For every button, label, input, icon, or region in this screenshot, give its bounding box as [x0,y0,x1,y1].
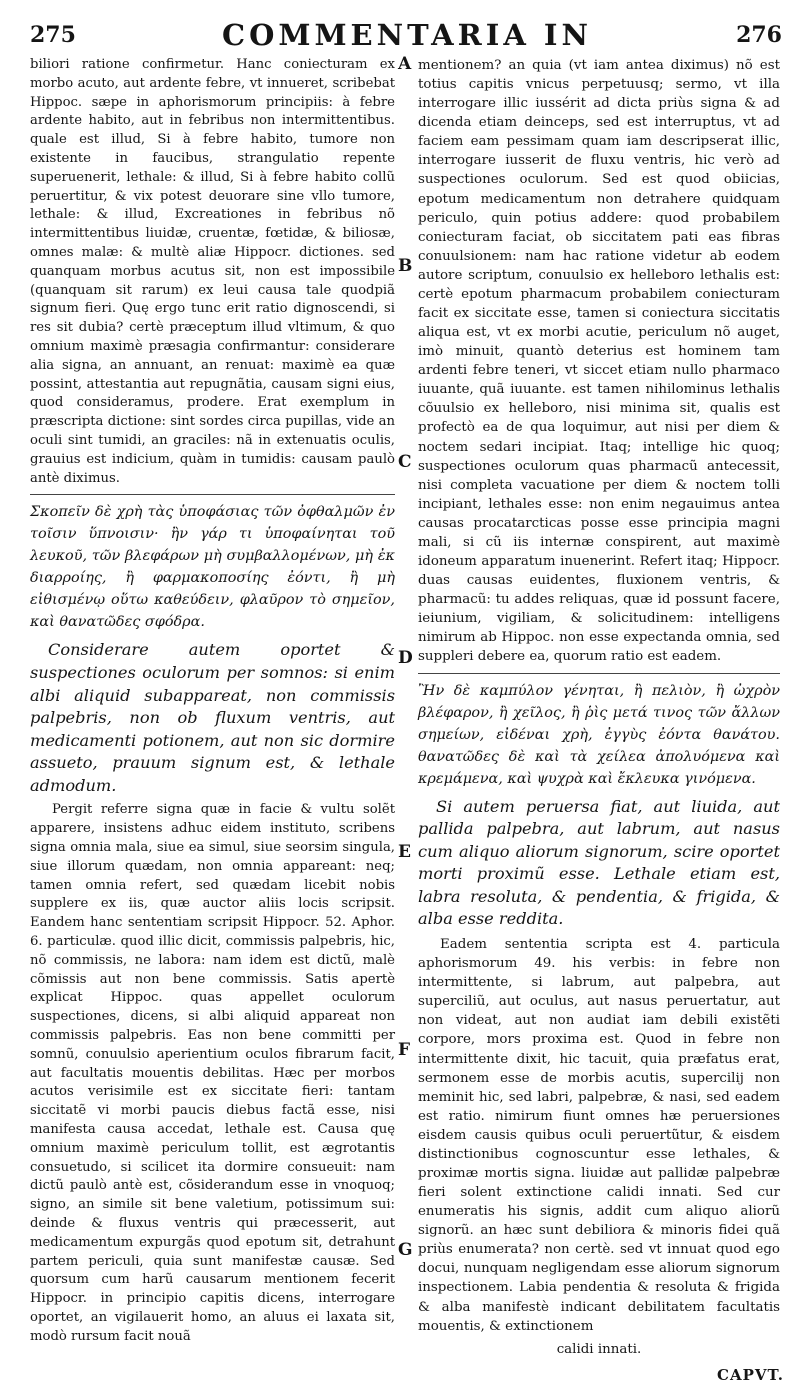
latin-translation: Si autem peruersa fiat, aut liuida, aut pallida palpebra, aut labrum, aut nasus cum aliquo aliorum signorum, scire oportet morti proximũ esse. Lethale etiam est, labra resoluta, & pendentia, & frigida, & alba esse reddita. [418,796,780,929]
margin-letter-g: G [398,1240,413,1260]
page-number-right: 276 [736,22,782,48]
page-number-left: 275 [30,22,76,48]
commentary-paragraph: biliori ratione confirmetur. Hanc coniecturam ex morbo acuto, aut ardente febre, vt innueret, scribebat Hippoc. sæpe in aphorismorum principiis: à febre ardente habito, aut in febribus non intermittentibus. quale est illud, Si à febre habito, tumore non existente in faucibus, strangulatio repente superuenerit, lethale: & illud, Si à febre habito collũ peruertitur, & vix potest deuorare sine vllo tumore, lethale: & illud, Excreationes in febribus nõ intermittentibus liuidæ, cruentæ, fœtidæ, & biliosæ, omnes malæ: & multè aliæ Hippocr. dictiones. sed quanquam morbus acutus sit, non est impossibile (quanquam sit rarum) ex leui causa tale quodpiã signum fieri. Quę ergo tunc erit ratio dignoscendi, si res sit dubia? certè præceptum illud vltimum, & quo omnium maximè præsagia confirmantur: considerare alia signa, an annuant, an renuat: maximè ea quæ possint, attestantia aut repugnãtia, causam signi eius, quod consideramus, prodere. Erat exemplum in præscripta dictione: sint sordes circa pupillas, vide an oculi sint tumidi, an graciles: nã in extenuatis oculis, grauius est indicium, quàm in tumidis: causam paulò antè diximus. [30,57,395,486]
section-rule [418,673,780,674]
running-title: COMMENTARIA IN [222,18,592,52]
commentary-paragraph: mentionem? an quia (vt iam antea diximus) nõ est totius capitis vnicus perpetuusq; sermo, vt illa interrogare illic iussérit ad dicta priùs signa & ad dicenda etiam deinceps, sed est interruptus, vt ad faciem eam pessimam quam iam descripserat illic, interrogare iusserit de fluxu ventris, hic verò ad suspectiones oculorum. Sed est quod obiicias, epotum medicamentum non detrahere quidquam periculo, quin potius addere: quod probabilem coniecturam faciat, ob siccitatem pati eas fibras conuulsionem: nam hac ratione videtur ab eodem autore scriptum, conuulsio ex helleboro lethalis est: certè epotum pharmacum probabilem coniecturam facit ex siccitate esse, tamen si coniectura siccitatis aliqua est, vt ex morbi acutie, periculum nõ auget, imò minuit, quantò deterius est hominem tam ardenti febre teneri, vt siccet etiam nullo pharmaco iuuante, quã iuuante. est tamen nihilominus lethalis cõuulsio ex helleboro, nisi minima sit, qualis est profectò ea de qua loquimur, aut nisi per diem & noctem sedari incipiat. Itaq; intellige hic quoq; suspectiones oculorum quas pharmacũ antecessit, nisi completa vacuatione per diem & noctem tolli incipiant, lethales esse: non enim negauimus antea causas procatarcticas posse esse principia magni mali, si cũ iis internæ conspirent, aut maximè idoneum apparatum inuenerint. Refert itaq; Hippocr. duas causas euidentes, fluxionem ventris, & pharmacũ: tu addes reliquas, quæ id possunt facere, ieiunium, vigiliam, & solicitudinem: intelligens nimirum ab Hippoc. non esse expectanda omnia, sed suppleri debere ea, quorum ratio est eadem. [418,58,780,665]
running-header [28,18,786,58]
margin-letter-b: B [398,256,413,276]
greek-lemma: Σκοπεῖν δὲ χρὴ τὰς ὑποφάσιας τῶν ὀφθαλμῶν ἐν τοῖσιν ὕπνοισιν· ἢν γάρ τι ὑποφαίνηται τοῦ λευκοῦ, τῶν βλεφάρων μὴ συμβαλλομένων, μὴ ἐκ διαρροίης, ἢ φαρμακοποσίης ἐόντι, ἢ μὴ εἰθισμένῳ οὕτω καθεύδειν, φλαῦρον τὸ σημεῖον, καὶ θανατῶδες σφόδρα. [30,504,395,631]
section-rule [30,494,395,495]
margin-letter-c: C [398,452,412,472]
paragraph-end-line: calidi innati. [556,1341,642,1357]
commentary-paragraph: Eadem sententia scripta est 4. particula aphorismorum 49. his verbis: in febre non intermittente, si labrum, aut palpebra, aut superciliũ, aut oculus, aut nasus peruertatur, aut non videat, aut non audiat iam debili existẽti corpore, mors proxima est. Quod in febre non intermittente dixit, hic tacuit, quia præfatus erat, sermonem esse de morbis acutis, supercilij non meminit hic, sed labri, palpebræ, & nasi, sed eadem est ratio. nimirum fiunt omnes hæ peruersiones eisdem causis quibus oculi peruertũtur, & eisdem distinctionibus cognoscuntur esse lethales, & proximæ mortis signa. liuidæ aut pallidæ palpebræ fieri solent extinctione calidi innati. Sed cur enumeratis his signis, addit cum aliquo aliorũ signorũ. an hæc sunt debiliora & minoris fidei quã priùs enumerata? non certè. sed vt innuat quod ego docui, nunquam negligendam esse aliorum signorum inspectionem. Labia pendentia & resoluta & frigida & alba manifestè indicant debilitatem facultatis mouentis, & extinctionem [418,937,780,1334]
greek-lemma: Ἢν δὲ καμπύλον γένηται, ἢ πελιὸν, ἢ ὠχρὸν βλέφαρον, ἢ χεῖλος, ἢ ῥὶς μετά τινος τῶν ἄλλων σημείων, εἰδέναι χρὴ, ἐγγὺς ἐόντα θανάτου. θανατῶδες δὲ καὶ τὰ χείλεα ἀπολυόμενα καὶ κρεμάμενα, καὶ ψυχρὰ καὶ ἔκλευκα γινόμενα. [418,682,780,787]
catchword: CAPVT. [717,1366,784,1384]
margin-letter-f: F [398,1040,411,1060]
commentary-paragraph: Pergit referre signa quæ in facie & vultu solẽt apparere, insistens adhuc eidem instituto, scribens signa omnia mala, siue ea simul, siue seorsim singula, siue illorum quædam, non omnia appareant: neq; tamen omnia refert, sed quædam licebit nobis supplere ex iis, quæ auctor aliis locis scripsit. Eandem hanc sententiam scripsit Hippocr. 52. Aphor. 6. particulæ. quod illic dicit, commissis palpebris, hic, nõ commissis, ne labora: nam idem est dictũ, malè cõmissis aut non bene commissis. Satis apertè explicat Hippoc. quas appellet oculorum suspectiones, dicens, si albi aliquid appareat non commissis palpebris. Eas non bene committi per somnũ, conuulsio aperientium oculos fibrarum facit, aut facultatis mouentis debilitas. Hæc per morbos acutos verisimile est ex siccitate fieri: tantam siccitatẽ vi morbi paucis diebus factã esse, nisi manifesta causa accedat, lethale est. Causa quę omnium maximè periculum tollit, est ægrotantis consuetudo, si scilicet ita dormire consueuit: nam dictũ paulò antè est, cõsiderandum esse in vnoquoq; signo, an simile sit bene valetium, potissimum sui: deinde & fluxus ventris qui præcesserit, aut medicamentum expurgãs quod epotum sit, detrahunt partem periculi, quia sunt manifestæ causæ. Sed quorsum cum harũ causarum mentionem fecerit Hippocr. in principio capitis dicens, interrogare oportet, an vigilauerit homo, an aluus ei laxata sit, modò rursum facit nouã [30,802,395,1344]
margin-letter-d: D [398,648,413,668]
right-column [418,56,780,1359]
left-column [30,56,395,1347]
margin-letter-a: A [398,54,412,74]
latin-translation: Considerare autem oportet & suspectiones oculorum per somnos: si enim albi aliquid subappareat, non commissis palpebris, non ob fluxum ventris, aut medicamenti potionem, aut non sic dormire assueto, prauum signum est, & lethale admodum. [30,640,395,795]
margin-letter-e: E [398,842,411,862]
